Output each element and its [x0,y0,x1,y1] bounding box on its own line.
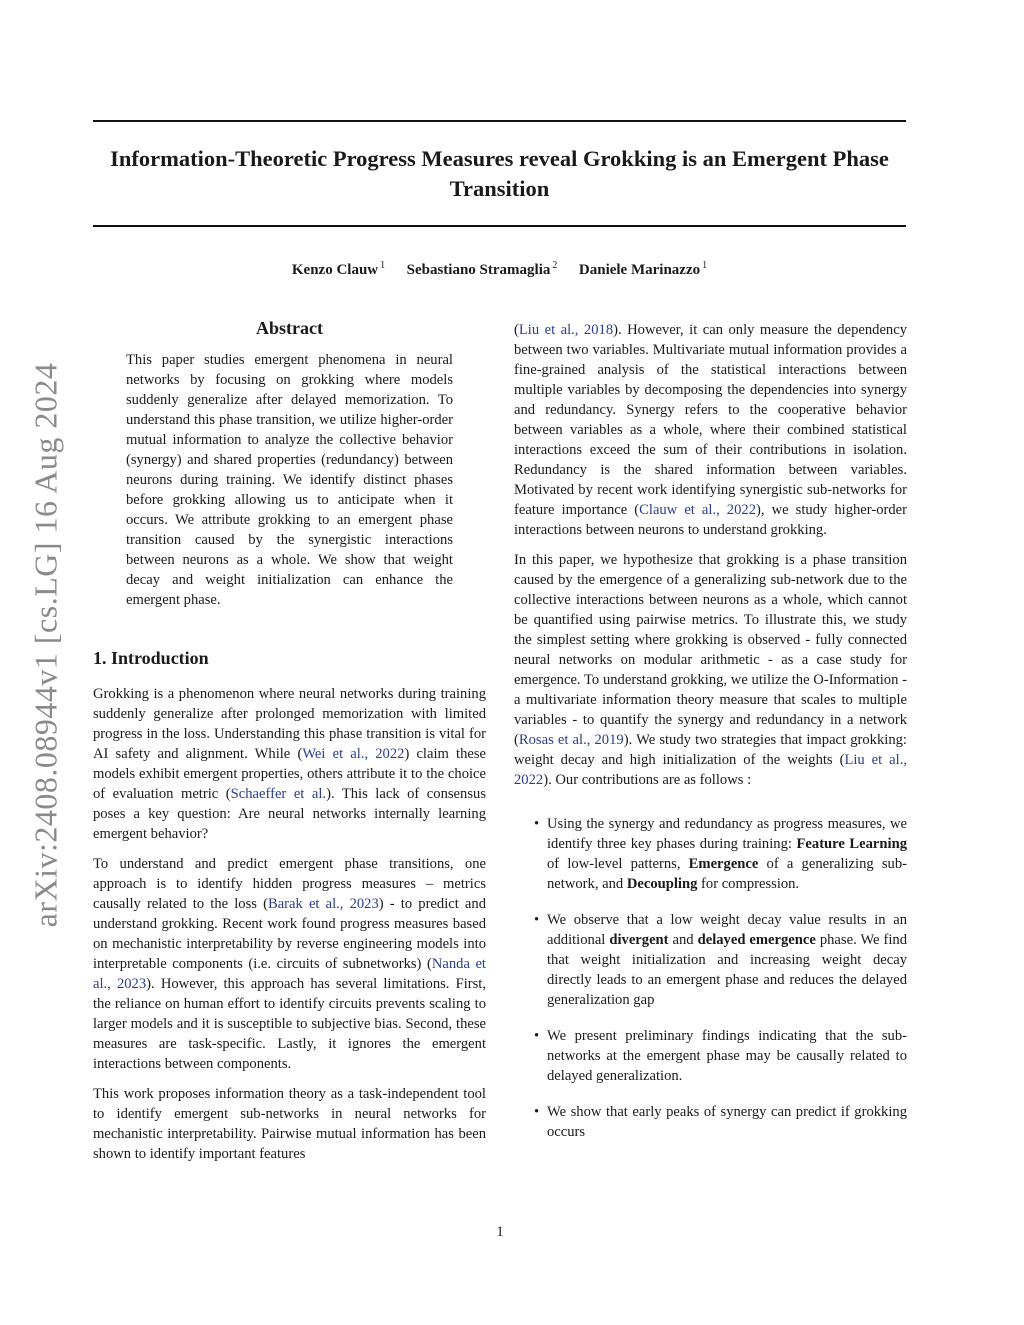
citation-link[interactable]: Wei et al., 2022 [302,746,405,762]
author-affiliation: 1 [702,260,708,271]
page-number: 1 [496,1224,504,1240]
author-affiliation: 2 [552,260,558,271]
list-item: • We show that early peaks of synergy can predict if grokking occurs [514,1102,907,1142]
author-name: Sebastiano Stramaglia [406,262,551,278]
abstract-text: This paper studies emergent phenomena in neural networks by focusing on grokking where models suddenly generalize after delayed memorization. To understand this phase transition, we utilize higher-order mutual information to analyze the collective behavior (synergy) and shared properties (redundancy) between neurons during training. We identify distinct phases before grokking allowing us to anticipate when it occurs. We attribute grokking to an emergent phase transition caused by the synergistic interactions between neurons as a whole. We show that weight decay and weight initialization can enhance the emergent phase. [126,352,453,608]
author-affiliation: 1 [380,260,386,271]
intro-paragraph: This work proposes information theory as a task-independent tool to identify emergent sub-networks in neural networks for mechanistic interpretability. Pairwise mutual information has been shown to identify important features [93,1086,486,1162]
contributions-list [514,814,907,1142]
arxiv-identifier[interactable]: arXiv:2408.08944v1 [cs.LG] 16 Aug 2024 [27,362,64,928]
title-bottom-rule [93,225,906,227]
paper-title: Information-Theoretic Progress Measures reveal Grokking is an Emergent Phase Transition [110,146,889,201]
intro-paragraph-continued: (Liu et al., 2018). However, it can only measure the dependency between two variables. Multivariate mutual information provides a fine-grained analysis of the statistical interactions between multiple variables by decomposing the dependencies into synergy and redundancy. Synergy refers to the cooperative behavior between variables as a whole, where their combined statistical interactions exceed the sum of their contributions in isolation. Redundancy is the shared information between variables. Motivated by recent work identifying synergistic sub-networks for feature importance (Clauw et al., 2022), we study higher-order interactions between neurons to understand grokking. [514,322,907,538]
left-column [93,316,486,1164]
list-item: • We observe that a low weight decay value results in an additional divergent and delayed emergence phase. We find that weight initialization and increasing weight decay directly leads to an emergent phase and reduces the delayed generalization gap [514,910,907,1010]
abstract-heading: Abstract [256,318,323,338]
right-column [514,320,907,1158]
list-item: • We present preliminary findings indicating that the sub-networks at the emergent phase may be causally related to delayed generalization. [514,1026,907,1086]
author-list [93,260,906,279]
citation-link[interactable]: Clauw et al., 2022 [639,502,756,518]
intro-paragraph: Grokking is a phenomenon where neural networks during training suddenly generalize after prolonged memorization with limited progress in the loss. Understanding this phase transition is vital for AI safety and alignment. While (Wei et al., 2022) claim these models exhibit emergent properties, others attribute it to the choice of evaluation metric (Schaeffer et al.). This lack of consensus poses a key question: Are neural networks internally learning emergent behavior? [93,686,486,842]
list-item: • Using the synergy and redundancy as progress measures, we identify three key phases during training: Feature Learning of low-level patterns, Emergence of a generalizing sub-network, and Decoupling for compression. [514,814,907,894]
citation-link[interactable]: Barak et al., 2023 [267,896,379,912]
intro-paragraph: To understand and predict emergent phase transitions, one approach is to identify hidden progress measures – metrics causally related to the loss (Barak et al., 2023) - to predict and understand grokking. Recent work found progress measures based on mechanistic interpretability by reverse engineering models into interpretable components (i.e. circuits of subnetworks) (Nanda et al., 2023). However, this approach has several limitations. First, the reliance on human effort to identify circuits prevents scaling to larger models and it is susceptible to subjective bias. Second, these measures are task-specific. Lastly, it ignores the emergent interactions between components. [93,856,486,1072]
intro-paragraph: In this paper, we hypothesize that grokking is a phase transition caused by the emergence of a generalizing sub-network due to the collective interactions between neurons as a whole, which cannot be quantified using pairwise metrics. To illustrate this, we study the simplest setting where grokking is observed - fully connected neural networks on modular arithmetic - as a case study for emergence. To understand grokking, we utilize the O-Information - a multivariate information theory measure that scales to multiple variables - to quantify the synergy and redundancy in a network (Rosas et al., 2019). We study two strategies that impact grokking: weight decay and high initialization of the weights (Liu et al., 2022). Our contributions are as follows : [514,552,907,788]
citation-link[interactable]: Rosas et al., 2019 [518,732,624,748]
citation-link[interactable]: Nanda et al., 2023 [93,956,486,992]
citation-link[interactable]: Schaeffer et al. [230,786,327,802]
introduction-heading: 1. Introduction [93,648,209,668]
author-name: Daniele Marinazzo [578,262,701,278]
citation-link[interactable]: Liu et al., 2018 [518,322,614,338]
title-top-rule [93,120,906,122]
citation-link[interactable]: Liu et al., 2022 [514,752,907,788]
author-name: Kenzo Clauw [291,262,379,278]
